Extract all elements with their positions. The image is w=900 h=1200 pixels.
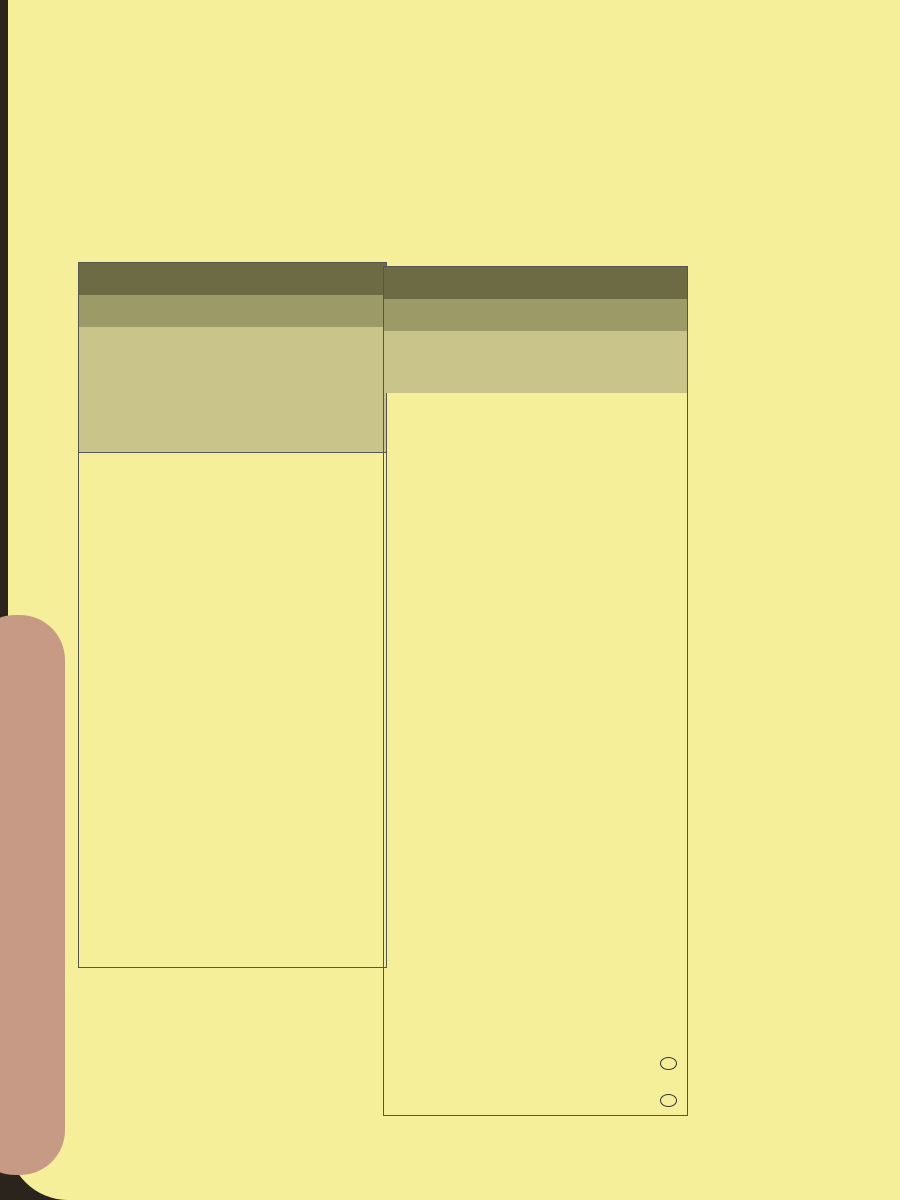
party-heading (79, 327, 386, 389)
thumb (0, 615, 65, 1175)
partisan-section (78, 262, 387, 968)
proposal-section (383, 266, 688, 1116)
office-heading (79, 389, 386, 453)
ballot-paper (8, 0, 900, 1200)
authority-heading (384, 299, 687, 331)
proposal-text (384, 393, 687, 396)
no-oval[interactable] (660, 1094, 677, 1107)
proposal-section-heading (384, 267, 687, 299)
presidential-heading (79, 295, 386, 327)
yes-oval[interactable] (660, 1057, 677, 1070)
partisan-section-heading (79, 263, 386, 295)
proposal-title (384, 331, 687, 393)
yes-option[interactable] (647, 1054, 677, 1074)
no-option[interactable] (647, 1091, 677, 1111)
